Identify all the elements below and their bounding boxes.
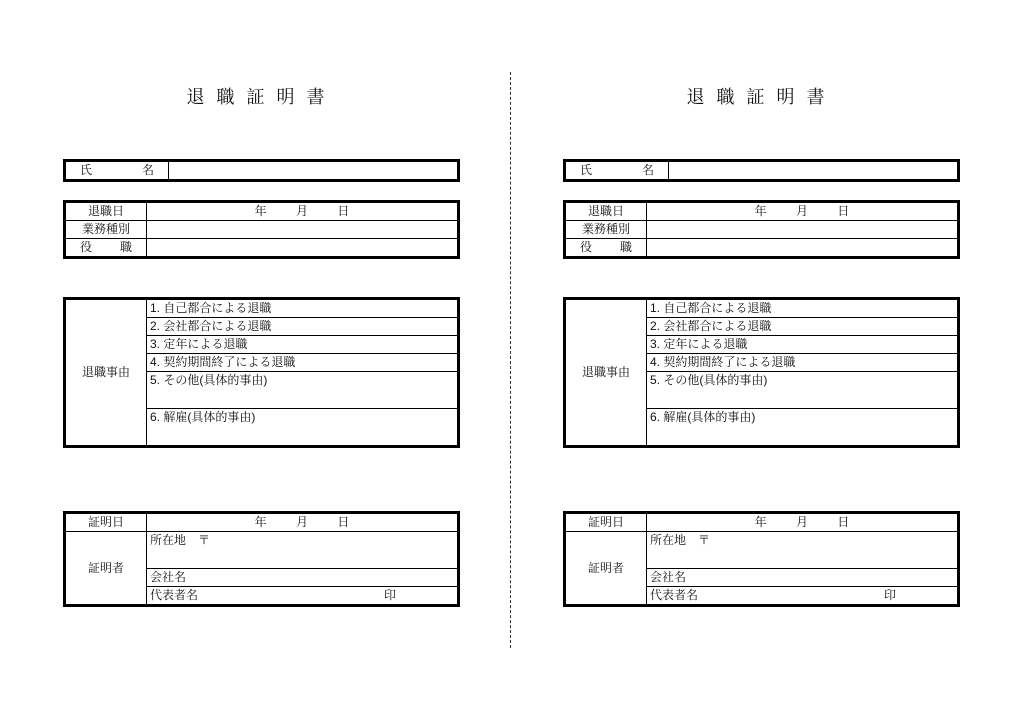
company-field[interactable]: 会社名 — [647, 569, 959, 587]
reason-option[interactable]: 2. 会社都合による退職 — [147, 318, 459, 336]
position-field[interactable] — [147, 239, 459, 258]
job-type-label: 業務種別 — [65, 221, 147, 239]
cert-date-label: 証明日 — [565, 513, 647, 532]
retire-date-label: 退職日 — [565, 202, 647, 221]
seal-mark: 印 — [883, 588, 896, 602]
name-label: 氏名 — [565, 161, 669, 181]
name-label: 氏名 — [65, 161, 169, 181]
address-field[interactable]: 所在地 〒 — [147, 532, 459, 569]
reason-option[interactable]: 1. 自己都合による退職 — [647, 299, 959, 318]
certification-table — [563, 511, 960, 607]
reason-label: 退職事由 — [65, 299, 147, 447]
document-title: 退職証明書 — [186, 87, 337, 107]
certificate-form-left — [63, 0, 460, 724]
retire-date-label: 退職日 — [65, 202, 147, 221]
reason-option[interactable]: 5. その他(具体的事由) — [147, 372, 459, 409]
name-table — [63, 159, 460, 182]
reason-option[interactable]: 2. 会社都合による退職 — [647, 318, 959, 336]
reason-option[interactable]: 3. 定年による退職 — [147, 336, 459, 354]
certifier-label: 証明者 — [565, 532, 647, 606]
cut-line-divider — [510, 72, 511, 648]
representative-label: 代表者名 — [650, 588, 699, 602]
cert-date-field[interactable]: 年 月 日 — [147, 513, 459, 532]
retirement-reason-table — [63, 297, 460, 448]
company-field[interactable]: 会社名 — [147, 569, 459, 587]
reason-label: 退職事由 — [565, 299, 647, 447]
position-label: 役職 — [565, 239, 647, 258]
employment-info-table — [63, 200, 460, 259]
job-type-label: 業務種別 — [565, 221, 647, 239]
reason-option[interactable]: 6. 解雇(具体的事由) — [647, 409, 959, 447]
representative-field[interactable] — [147, 587, 459, 606]
address-field[interactable]: 所在地 〒 — [647, 532, 959, 569]
position-label: 役職 — [65, 239, 147, 258]
representative-label: 代表者名 — [150, 588, 199, 602]
job-type-field[interactable] — [647, 221, 959, 239]
certification-table — [63, 511, 460, 607]
certifier-label: 証明者 — [65, 532, 147, 606]
job-type-field[interactable] — [147, 221, 459, 239]
certificate-form-right — [563, 0, 960, 724]
reason-option[interactable]: 3. 定年による退職 — [647, 336, 959, 354]
reason-option[interactable]: 6. 解雇(具体的事由) — [147, 409, 459, 447]
cert-date-field[interactable]: 年 月 日 — [647, 513, 959, 532]
name-table — [563, 159, 960, 182]
name-field[interactable] — [169, 161, 459, 181]
representative-field[interactable] — [647, 587, 959, 606]
cert-date-label: 証明日 — [65, 513, 147, 532]
reason-option[interactable]: 1. 自己都合による退職 — [147, 299, 459, 318]
reason-option[interactable]: 5. その他(具体的事由) — [647, 372, 959, 409]
retire-date-field[interactable]: 年 月 日 — [647, 202, 959, 221]
position-field[interactable] — [647, 239, 959, 258]
retire-date-field[interactable]: 年 月 日 — [147, 202, 459, 221]
document-title: 退職証明書 — [686, 87, 837, 107]
reason-option[interactable]: 4. 契約期間終了による退職 — [647, 354, 959, 372]
reason-option[interactable]: 4. 契約期間終了による退職 — [147, 354, 459, 372]
name-field[interactable] — [669, 161, 959, 181]
seal-mark: 印 — [383, 588, 396, 602]
employment-info-table — [563, 200, 960, 259]
retirement-reason-table — [563, 297, 960, 448]
